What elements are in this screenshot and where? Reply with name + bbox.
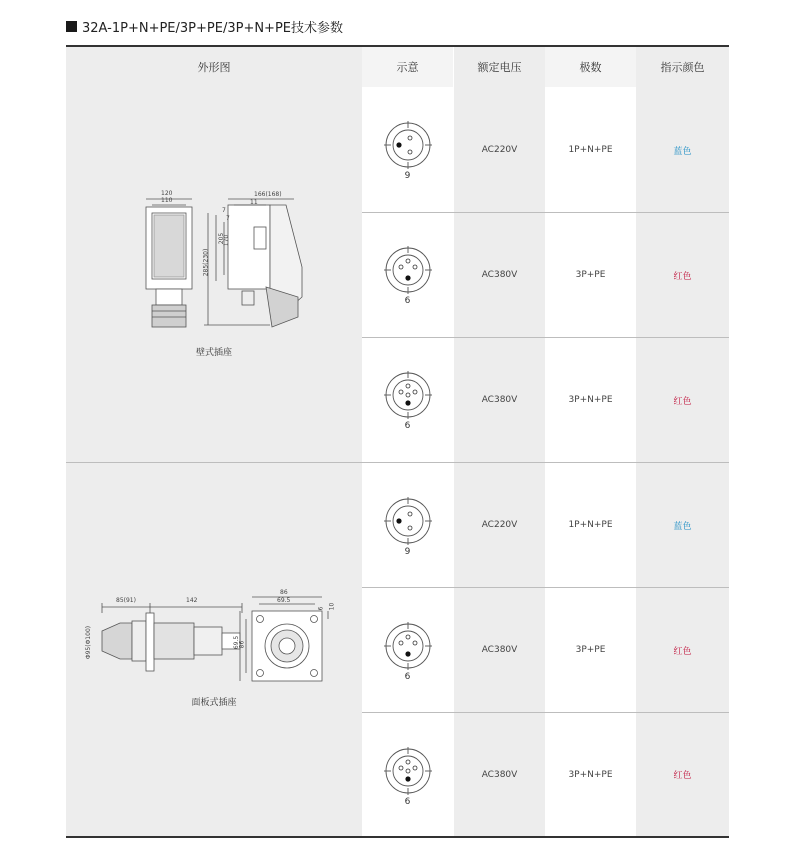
poles-cell: 3P+PE — [575, 645, 606, 655]
clock-position: 6 — [404, 797, 411, 807]
dim-panel-5: 69.5 — [277, 597, 291, 604]
color-cell: 红色 — [673, 771, 692, 781]
dim-panel-9: 10 — [328, 602, 336, 611]
dim-wall-4: 11 — [250, 199, 258, 206]
poles-cell: 3P+PE — [575, 270, 606, 280]
panel-socket-drawing — [66, 463, 362, 836]
pin-diagram-1p-n-pe — [362, 120, 453, 181]
dim-wall-3: 166(168) — [254, 191, 282, 198]
poles-cell: 3P+N+PE — [568, 769, 613, 780]
socket-1p-n-pe-icon — [383, 496, 433, 546]
page-title — [66, 14, 343, 38]
socket-3p-pe-icon — [383, 245, 433, 295]
header-poles: 极数 — [545, 47, 636, 87]
color-cell: 蓝色 — [673, 521, 692, 532]
dim-wall-8: 170 — [223, 234, 231, 247]
dim-wall-2: 110 — [161, 197, 173, 204]
socket-3p-n-pe-icon — [383, 370, 433, 420]
clock-position: 9 — [404, 171, 411, 181]
group-wall-socket — [66, 87, 362, 462]
socket-3p-pe-icon — [383, 621, 433, 671]
poles-cell: 1P+N+PE — [568, 145, 613, 155]
voltage-cell: AC380V — [481, 270, 518, 280]
dim-panel-4: 86 — [280, 589, 288, 596]
clock-position: 6 — [404, 296, 411, 306]
dim-wall-6: 7 — [226, 215, 230, 222]
dim-panel-1: 85(91) — [116, 597, 136, 604]
poles-cell: 3P+N+PE — [568, 395, 613, 405]
voltage-cell: AC220V — [481, 145, 518, 155]
dim-panel-3: Φ95(Φ100) — [85, 625, 93, 660]
poles-cell: 1P+N+PE — [568, 520, 613, 530]
pin-diagram-3p-n-pe — [362, 370, 453, 431]
bottom-rule — [66, 836, 729, 838]
pin-diagram-3p-pe — [362, 245, 453, 306]
header-color: 指示颜色 — [636, 47, 729, 87]
caption-wall-socket: 壁式插座 — [195, 348, 232, 358]
pin-diagram-3p-pe — [362, 621, 453, 682]
dim-panel-8: 6 — [317, 606, 325, 611]
pin-diagram-1p-n-pe — [362, 496, 453, 557]
title-square-icon — [66, 21, 77, 32]
color-cell: 蓝色 — [673, 146, 692, 157]
dim-panel-7: 86 — [238, 640, 246, 649]
dim-wall-9: 285(230) — [202, 248, 210, 277]
dim-wall-1: 120 — [161, 190, 173, 197]
pin-diagram-3p-n-pe — [362, 746, 453, 807]
voltage-cell: AC220V — [481, 520, 518, 530]
header-diagram: 示意 — [362, 47, 453, 87]
group-panel-socket — [66, 463, 362, 836]
clock-position: 9 — [404, 547, 411, 557]
header-voltage: 额定电压 — [454, 47, 545, 87]
wall-socket-drawing — [66, 87, 362, 462]
socket-1p-n-pe-icon — [383, 120, 433, 170]
voltage-cell: AC380V — [481, 769, 518, 780]
dim-wall-5: 7 — [222, 207, 226, 214]
socket-3p-n-pe-icon — [383, 746, 433, 796]
dim-wall-7: 205 — [218, 232, 226, 245]
clock-position: 6 — [404, 672, 411, 682]
title-text: 32A-1P+N+PE/3P+PE/3P+N+PE技术参数 — [82, 20, 344, 36]
voltage-cell: AC380V — [481, 395, 518, 405]
dim-panel-2: 142 — [186, 597, 198, 604]
caption-panel-socket: 面板式插座 — [191, 698, 237, 708]
color-cell: 红色 — [673, 646, 692, 657]
color-cell: 红色 — [673, 396, 692, 407]
color-cell: 红色 — [673, 271, 692, 282]
clock-position: 6 — [404, 421, 411, 431]
voltage-cell: AC380V — [481, 645, 518, 655]
dim-panel-6: 69.5 — [233, 635, 241, 650]
header-outline: 外形图 — [66, 47, 362, 87]
